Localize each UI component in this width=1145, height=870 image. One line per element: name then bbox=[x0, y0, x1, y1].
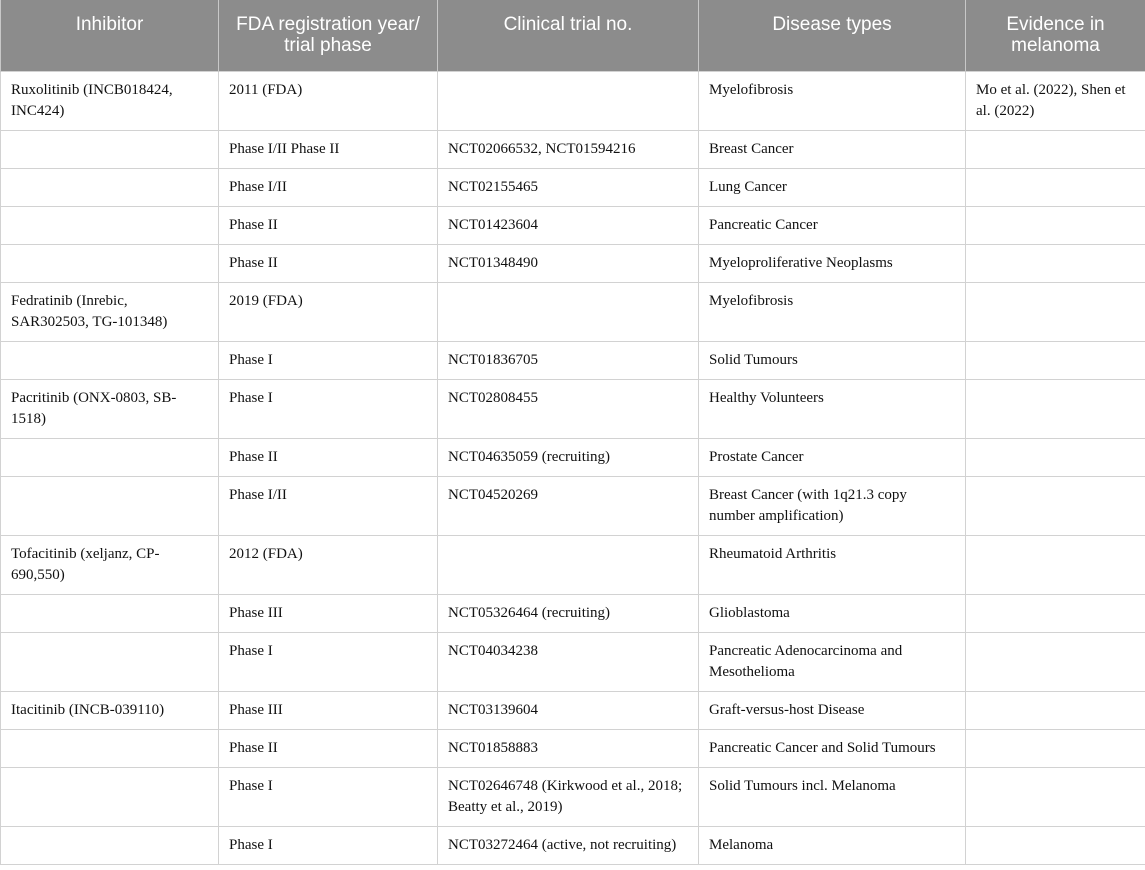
cell-phase: Phase I bbox=[219, 633, 438, 692]
cell-evidence: Mo et al. (2022), Shen et al. (2022) bbox=[966, 72, 1145, 131]
cell-trial-no: NCT04034238 bbox=[438, 633, 699, 692]
cell-evidence bbox=[966, 283, 1145, 342]
cell-phase: Phase I/II bbox=[219, 477, 438, 536]
cell-inhibitor bbox=[1, 477, 219, 536]
cell-inhibitor bbox=[1, 245, 219, 283]
cell-phase: Phase I bbox=[219, 342, 438, 380]
header-clinical-trial-no: Clinical trial no. bbox=[438, 0, 699, 72]
cell-inhibitor bbox=[1, 439, 219, 477]
cell-phase: 2011 (FDA) bbox=[219, 72, 438, 131]
cell-inhibitor bbox=[1, 595, 219, 633]
table-row bbox=[1, 169, 1145, 207]
cell-evidence bbox=[966, 207, 1145, 245]
cell-disease: Breast Cancer bbox=[699, 131, 966, 169]
cell-disease: Lung Cancer bbox=[699, 169, 966, 207]
cell-disease: Melanoma bbox=[699, 827, 966, 865]
cell-evidence bbox=[966, 131, 1145, 169]
cell-inhibitor bbox=[1, 730, 219, 768]
header-evidence-in-melanoma: Evidence in melanoma bbox=[966, 0, 1145, 72]
cell-disease: Graft-versus-host Disease bbox=[699, 692, 966, 730]
cell-disease: Myelofibrosis bbox=[699, 283, 966, 342]
table-row bbox=[1, 730, 1145, 768]
header-inhibitor: Inhibitor bbox=[1, 0, 219, 72]
table-row bbox=[1, 692, 1145, 730]
cell-phase: Phase III bbox=[219, 692, 438, 730]
table-row bbox=[1, 72, 1145, 131]
table-row bbox=[1, 207, 1145, 245]
cell-trial-no: NCT04635059 (recruiting) bbox=[438, 439, 699, 477]
cell-inhibitor: Fedratinib (Inrebic, SAR302503, TG-101348) bbox=[1, 283, 219, 342]
table-row bbox=[1, 633, 1145, 692]
cell-evidence bbox=[966, 633, 1145, 692]
table-row bbox=[1, 595, 1145, 633]
cell-phase: Phase II bbox=[219, 207, 438, 245]
cell-inhibitor: Tofacitinib (xeljanz, CP-690,550) bbox=[1, 536, 219, 595]
cell-trial-no: NCT01836705 bbox=[438, 342, 699, 380]
cell-inhibitor: Pacritinib (ONX-0803, SB-1518) bbox=[1, 380, 219, 439]
cell-evidence bbox=[966, 692, 1145, 730]
header-disease-types: Disease types bbox=[699, 0, 966, 72]
cell-disease: Prostate Cancer bbox=[699, 439, 966, 477]
cell-evidence bbox=[966, 536, 1145, 595]
cell-trial-no: NCT03139604 bbox=[438, 692, 699, 730]
table-row bbox=[1, 536, 1145, 595]
cell-phase: 2012 (FDA) bbox=[219, 536, 438, 595]
cell-inhibitor bbox=[1, 131, 219, 169]
cell-inhibitor: Itacitinib (INCB-039110) bbox=[1, 692, 219, 730]
cell-trial-no: NCT01348490 bbox=[438, 245, 699, 283]
cell-evidence bbox=[966, 245, 1145, 283]
cell-trial-no: NCT02066532, NCT01594216 bbox=[438, 131, 699, 169]
cell-phase: Phase I bbox=[219, 827, 438, 865]
table-row bbox=[1, 342, 1145, 380]
cell-phase: 2019 (FDA) bbox=[219, 283, 438, 342]
header-fda-year-trial-phase: FDA registration year/ trial phase bbox=[219, 0, 438, 72]
cell-evidence bbox=[966, 169, 1145, 207]
table-row bbox=[1, 477, 1145, 536]
cell-evidence bbox=[966, 439, 1145, 477]
cell-evidence bbox=[966, 730, 1145, 768]
cell-trial-no: NCT01858883 bbox=[438, 730, 699, 768]
table-row bbox=[1, 245, 1145, 283]
cell-disease: Pancreatic Cancer bbox=[699, 207, 966, 245]
cell-trial-no: NCT01423604 bbox=[438, 207, 699, 245]
cell-trial-no bbox=[438, 283, 699, 342]
cell-phase: Phase I bbox=[219, 380, 438, 439]
cell-inhibitor bbox=[1, 207, 219, 245]
cell-evidence bbox=[966, 595, 1145, 633]
cell-disease: Myelofibrosis bbox=[699, 72, 966, 131]
cell-phase: Phase I bbox=[219, 768, 438, 827]
cell-trial-no: NCT02155465 bbox=[438, 169, 699, 207]
cell-inhibitor bbox=[1, 633, 219, 692]
cell-inhibitor: Ruxolitinib (INCB018424, INC424) bbox=[1, 72, 219, 131]
cell-evidence bbox=[966, 477, 1145, 536]
cell-disease: Pancreatic Adenocarcinoma and Mesothelioma bbox=[699, 633, 966, 692]
cell-phase: Phase I/II bbox=[219, 169, 438, 207]
cell-evidence bbox=[966, 380, 1145, 439]
table-row bbox=[1, 380, 1145, 439]
cell-inhibitor bbox=[1, 768, 219, 827]
cell-trial-no: NCT02808455 bbox=[438, 380, 699, 439]
cell-phase: Phase II bbox=[219, 439, 438, 477]
table-row bbox=[1, 768, 1145, 827]
cell-trial-no: NCT03272464 (active, not recruiting) bbox=[438, 827, 699, 865]
cell-evidence bbox=[966, 342, 1145, 380]
cell-trial-no: NCT05326464 (recruiting) bbox=[438, 595, 699, 633]
cell-disease: Pancreatic Cancer and Solid Tumours bbox=[699, 730, 966, 768]
cell-disease: Solid Tumours bbox=[699, 342, 966, 380]
cell-disease: Solid Tumours incl. Melanoma bbox=[699, 768, 966, 827]
cell-evidence bbox=[966, 827, 1145, 865]
cell-trial-no: NCT02646748 (Kirkwood et al., 2018; Beatty et al., 2019) bbox=[438, 768, 699, 827]
cell-disease: Breast Cancer (with 1q21.3 copy number amplification) bbox=[699, 477, 966, 536]
cell-trial-no bbox=[438, 72, 699, 131]
cell-disease: Rheumatoid Arthritis bbox=[699, 536, 966, 595]
cell-inhibitor bbox=[1, 342, 219, 380]
cell-disease: Myeloproliferative Neoplasms bbox=[699, 245, 966, 283]
cell-evidence bbox=[966, 768, 1145, 827]
cell-disease: Healthy Volunteers bbox=[699, 380, 966, 439]
table-row bbox=[1, 827, 1145, 865]
cell-trial-no: NCT04520269 bbox=[438, 477, 699, 536]
table-row bbox=[1, 439, 1145, 477]
table-header-row bbox=[1, 0, 1145, 72]
cell-phase: Phase II bbox=[219, 245, 438, 283]
cell-disease: Glioblastoma bbox=[699, 595, 966, 633]
cell-phase: Phase I/II Phase II bbox=[219, 131, 438, 169]
cell-inhibitor bbox=[1, 169, 219, 207]
table-row bbox=[1, 131, 1145, 169]
cell-phase: Phase II bbox=[219, 730, 438, 768]
table-row bbox=[1, 283, 1145, 342]
cell-phase: Phase III bbox=[219, 595, 438, 633]
cell-trial-no bbox=[438, 536, 699, 595]
cell-inhibitor bbox=[1, 827, 219, 865]
